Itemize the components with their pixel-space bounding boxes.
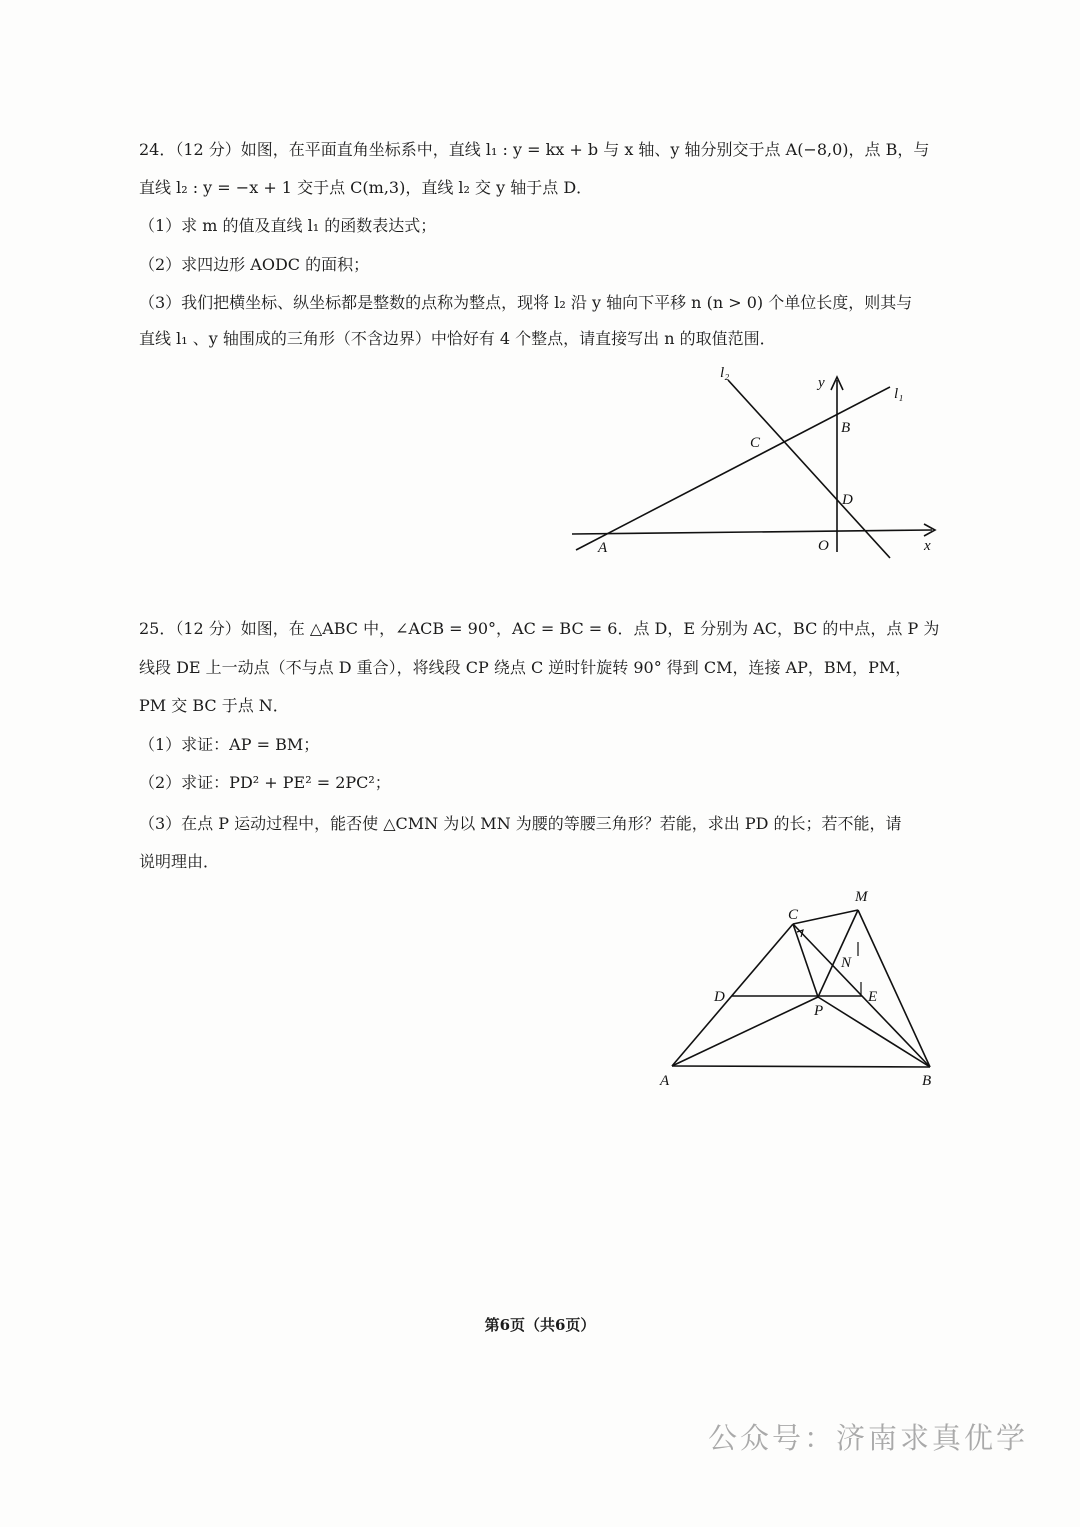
label-O: O <box>818 538 829 554</box>
label-C: C <box>788 907 799 923</box>
q25-stem-line-2: 线段 DE 上一动点（不与点 D 重合），将线段 CP 绕点 C 逆时针旋转 90° 得到 CM，连接 AP，BM，PM， <box>139 658 912 677</box>
segment-AP <box>672 997 818 1066</box>
label-A: A <box>660 1073 670 1089</box>
label-l2: l₂ <box>720 365 730 381</box>
q25-stem-line-1: 25．（12 分）如图，在 △ABC 中，∠ACB = 90°，AC = BC = 6．点 D，E 分别为 AC，BC 的中点，点 P 为 <box>139 619 940 638</box>
label-l1: l₁ <box>894 386 904 402</box>
page-footer: 第6页（共6页） <box>484 1316 596 1334</box>
label-y: y <box>818 375 825 391</box>
q24-part-3-line-1: （3）我们把横坐标、纵坐标都是整数的点称为整点，现将 l₂ 沿 y 轴向下平移 n (n > 0) 个单位长度，则其与 <box>139 293 913 312</box>
label-N: N <box>841 955 852 971</box>
label-P: P <box>814 1003 824 1019</box>
label-B: B <box>922 1073 932 1089</box>
q25-part-2: （2）求证：PD² + PE² = 2PC²； <box>139 773 391 792</box>
q24-coordinate-figure <box>560 360 960 560</box>
line-l1 <box>576 387 890 550</box>
q25-part-3-line-1: （3）在点 P 运动过程中，能否使 △CMN 为以 MN 为腰的等腰三角形？若能，求出 PD 的长；若不能，请 <box>139 814 902 833</box>
label-x: x <box>924 538 931 554</box>
segment-AB <box>672 1066 930 1067</box>
label-C: C <box>750 435 761 451</box>
segment-PM <box>818 910 858 997</box>
x-axis <box>572 530 932 534</box>
q25-part-3-line-2: 说明理由． <box>139 852 220 871</box>
label-D: D <box>842 492 853 508</box>
q25-triangle-figure <box>650 880 950 1095</box>
q24-part-3-line-2: 直线 l₁ 、y 轴围成的三角形（不含边界）中恰好有 4 个整点，请直接写出 n 的取值范围． <box>139 329 776 348</box>
segment-AC <box>672 924 793 1066</box>
label-A: A <box>598 540 608 556</box>
label-E: E <box>868 989 878 1005</box>
watermark: 公众号：济南求真优学 <box>707 1421 1028 1455</box>
q24-part-1: （1）求 m 的值及直线 l₁ 的函数表达式； <box>139 216 437 235</box>
q24-part-2: （2）求四边形 AODC 的面积； <box>139 255 370 274</box>
label-M: M <box>855 889 868 905</box>
segment-CP <box>793 924 818 997</box>
q24-stem-line-2: 直线 l₂ : y = −x + 1 交于点 C(m,3)，直线 l₂ 交 y 轴于点 D． <box>139 178 593 197</box>
label-D: D <box>714 989 725 1005</box>
label-B: B <box>841 420 851 436</box>
q24-stem-line-1: 24．（12 分）如图，在平面直角坐标系中，直线 l₁ : y = kx + b 与 x 轴、y 轴分别交于点 A(−8,0)，点 B，与 <box>139 140 930 159</box>
q25-stem-line-3: PM 交 BC 于点 N． <box>139 696 289 715</box>
segment-CM <box>793 910 858 924</box>
q25-part-1: （1）求证：AP = BM； <box>139 735 320 754</box>
